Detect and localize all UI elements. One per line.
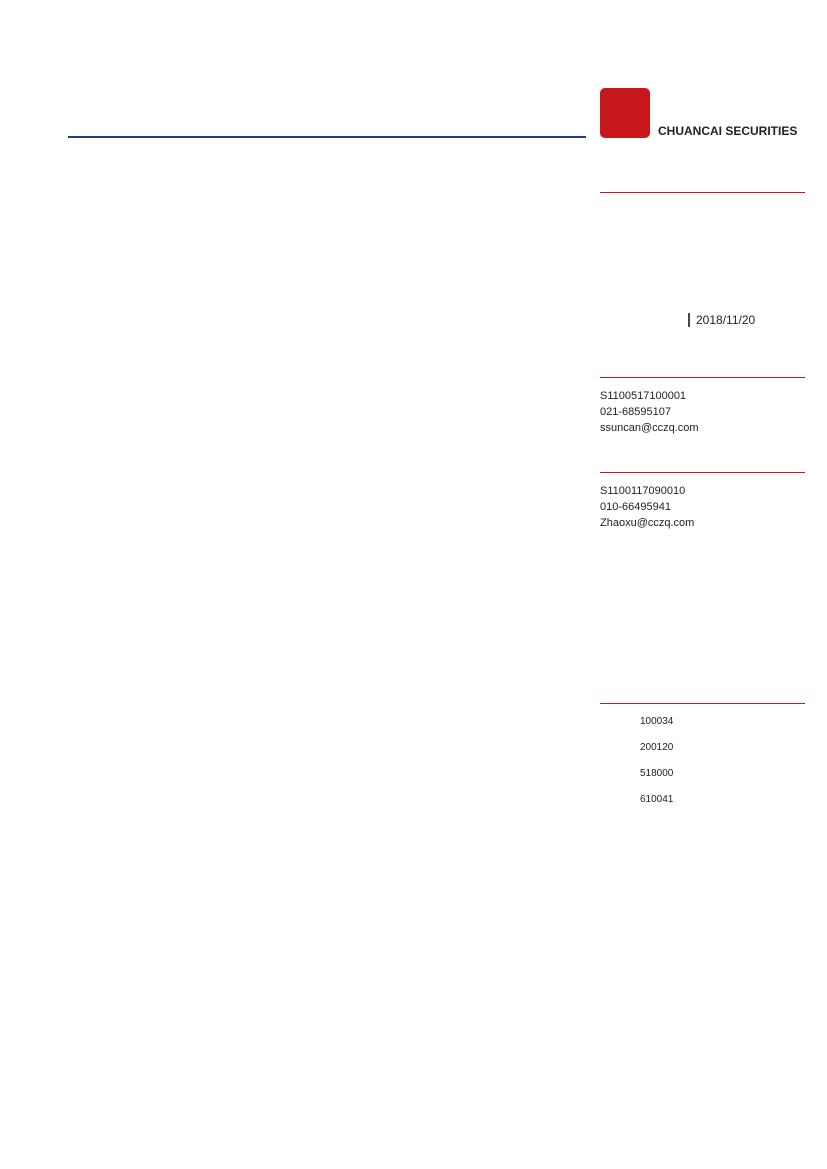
section-heading xyxy=(70,186,590,206)
section-heading xyxy=(70,692,590,712)
contact-cert: S1100117090010 xyxy=(600,485,686,497)
contact-heading xyxy=(600,450,805,473)
contact-card xyxy=(600,483,805,531)
section-paragraph xyxy=(70,422,590,682)
analyst-email[interactable]: ssuncan@cczq.com xyxy=(600,422,699,434)
report-date: 2018/11/20 xyxy=(688,313,755,327)
office-beijing: 100034 xyxy=(640,716,674,727)
contact-email[interactable]: Zhaoxu@cczq.com xyxy=(600,517,695,529)
analyst-cert: S1100517100001 xyxy=(600,390,687,402)
analyst-card xyxy=(600,388,805,436)
report-title xyxy=(70,56,570,90)
office-shenzhen: 518000 xyxy=(640,768,674,779)
core-view-heading xyxy=(70,158,590,178)
section-paragraph xyxy=(70,720,590,970)
report-subtitle xyxy=(240,110,580,130)
report-meta xyxy=(600,203,805,333)
risk-warning xyxy=(70,1070,590,1090)
report-meta-heading xyxy=(600,170,805,193)
contact-phone: 010-66495941 xyxy=(600,501,671,513)
company-logo xyxy=(600,88,800,144)
office-shanghai: 200120 xyxy=(640,742,674,753)
section-heading xyxy=(70,394,590,414)
analyst-heading xyxy=(600,355,805,378)
section-paragraph xyxy=(70,214,590,384)
sidebar xyxy=(600,170,805,818)
main-body xyxy=(70,150,590,1080)
institute-heading xyxy=(600,681,805,704)
header-rule xyxy=(68,136,586,138)
logo-mark xyxy=(600,88,650,138)
office-chengdu: 610041 xyxy=(640,794,674,805)
analyst-phone: 021-68595107 xyxy=(600,406,671,418)
section-paragraph xyxy=(70,980,590,1060)
logo-english-name: CHUANCAI SECURITIES xyxy=(658,124,798,138)
